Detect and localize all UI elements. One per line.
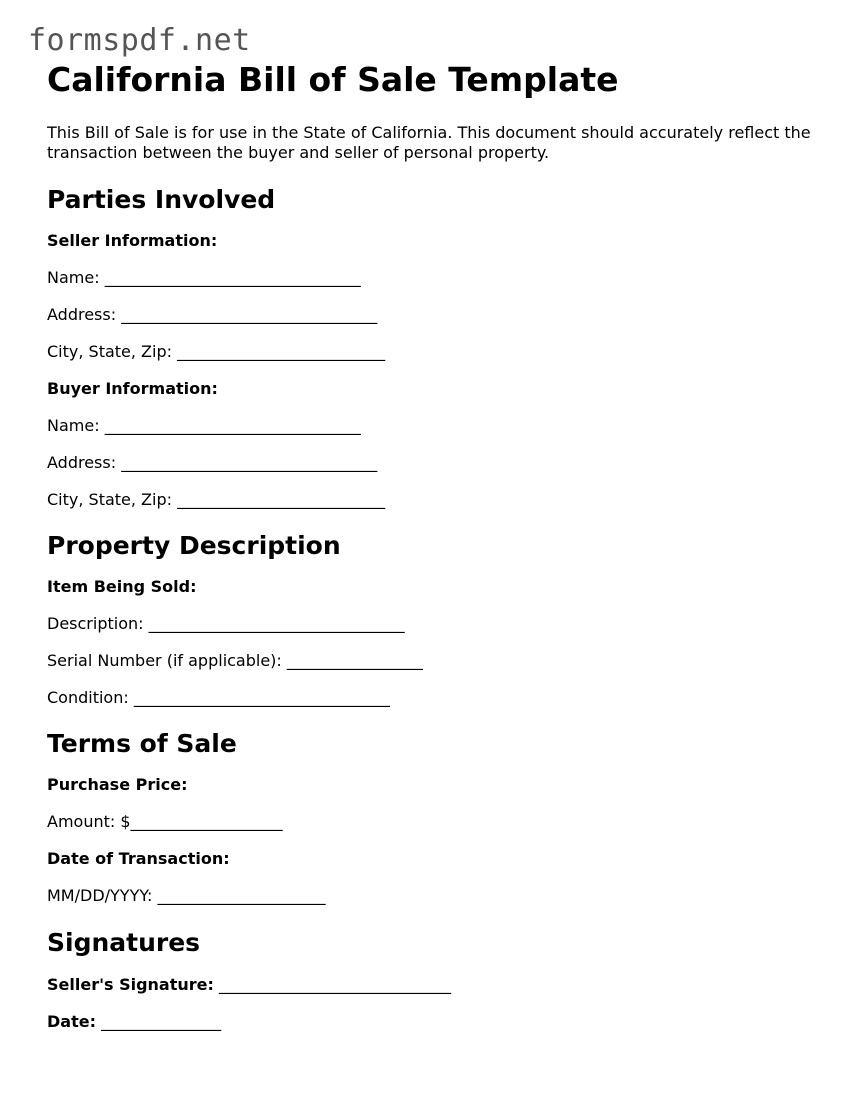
amount-row bbox=[47, 812, 827, 832]
seller-name-row bbox=[47, 268, 827, 288]
seller-name-field[interactable]: ________________________________ bbox=[104, 268, 361, 287]
buyer-name-label: Name: bbox=[47, 416, 100, 435]
watermark: formspdf.net bbox=[28, 23, 251, 58]
buyer-address-label: Address: bbox=[47, 453, 117, 472]
seller-info-heading: Seller Information: bbox=[47, 231, 218, 250]
condition-row bbox=[47, 688, 827, 708]
seller-address-row bbox=[47, 305, 827, 325]
transaction-date-heading: Date of Transaction: bbox=[47, 849, 230, 868]
signatures-heading: Signatures bbox=[47, 928, 201, 957]
document-page bbox=[47, 60, 827, 1032]
seller-address-label: Address: bbox=[47, 305, 117, 324]
seller-city-row bbox=[47, 342, 827, 362]
seller-signature-row bbox=[47, 975, 827, 995]
item-heading: Item Being Sold: bbox=[47, 577, 197, 596]
description-label: Description: bbox=[47, 614, 144, 633]
purchase-price-heading: Purchase Price: bbox=[47, 775, 188, 794]
seller-city-field[interactable]: __________________________ bbox=[177, 342, 386, 361]
buyer-address-field[interactable]: ________________________________ bbox=[121, 453, 378, 472]
buyer-info-heading: Buyer Information: bbox=[47, 379, 218, 398]
serial-field[interactable]: _________________ bbox=[286, 651, 423, 670]
serial-label: Serial Number (if applicable): bbox=[47, 651, 282, 670]
property-heading: Property Description bbox=[47, 531, 341, 560]
signature-date-field[interactable]: _______________ bbox=[101, 1012, 222, 1031]
transaction-date-label: MM/DD/YYYY: bbox=[47, 886, 153, 905]
description-row bbox=[47, 614, 827, 634]
seller-city-label: City, State, Zip: bbox=[47, 342, 173, 361]
transaction-date-row bbox=[47, 886, 827, 906]
seller-address-field[interactable]: ________________________________ bbox=[121, 305, 378, 324]
serial-row bbox=[47, 651, 827, 671]
amount-label: Amount: $ bbox=[47, 812, 131, 831]
buyer-city-label: City, State, Zip: bbox=[47, 490, 173, 509]
transaction-date-field[interactable]: _____________________ bbox=[157, 886, 326, 905]
amount-field[interactable]: ___________________ bbox=[130, 812, 283, 831]
buyer-city-row bbox=[47, 490, 827, 510]
buyer-name-field[interactable]: ________________________________ bbox=[104, 416, 361, 435]
parties-heading: Parties Involved bbox=[47, 185, 276, 214]
seller-signature-label: Seller's Signature: bbox=[47, 975, 214, 994]
buyer-name-row bbox=[47, 416, 827, 436]
intro-paragraph: This Bill of Sale is for use in the State of California. This document should accurately reflect the transaction between the buyer and seller of personal property. bbox=[47, 123, 811, 162]
condition-field[interactable]: ________________________________ bbox=[133, 688, 390, 707]
seller-signature-field[interactable]: _____________________________ bbox=[219, 975, 451, 994]
seller-name-label: Name: bbox=[47, 268, 100, 287]
signature-date-row bbox=[47, 1012, 827, 1032]
buyer-address-row bbox=[47, 453, 827, 473]
description-field[interactable]: ________________________________ bbox=[148, 614, 405, 633]
condition-label: Condition: bbox=[47, 688, 129, 707]
buyer-city-field[interactable]: __________________________ bbox=[177, 490, 386, 509]
document-title: California Bill of Sale Template bbox=[47, 60, 619, 99]
terms-heading: Terms of Sale bbox=[47, 729, 237, 758]
signature-date-label: Date: bbox=[47, 1012, 96, 1031]
